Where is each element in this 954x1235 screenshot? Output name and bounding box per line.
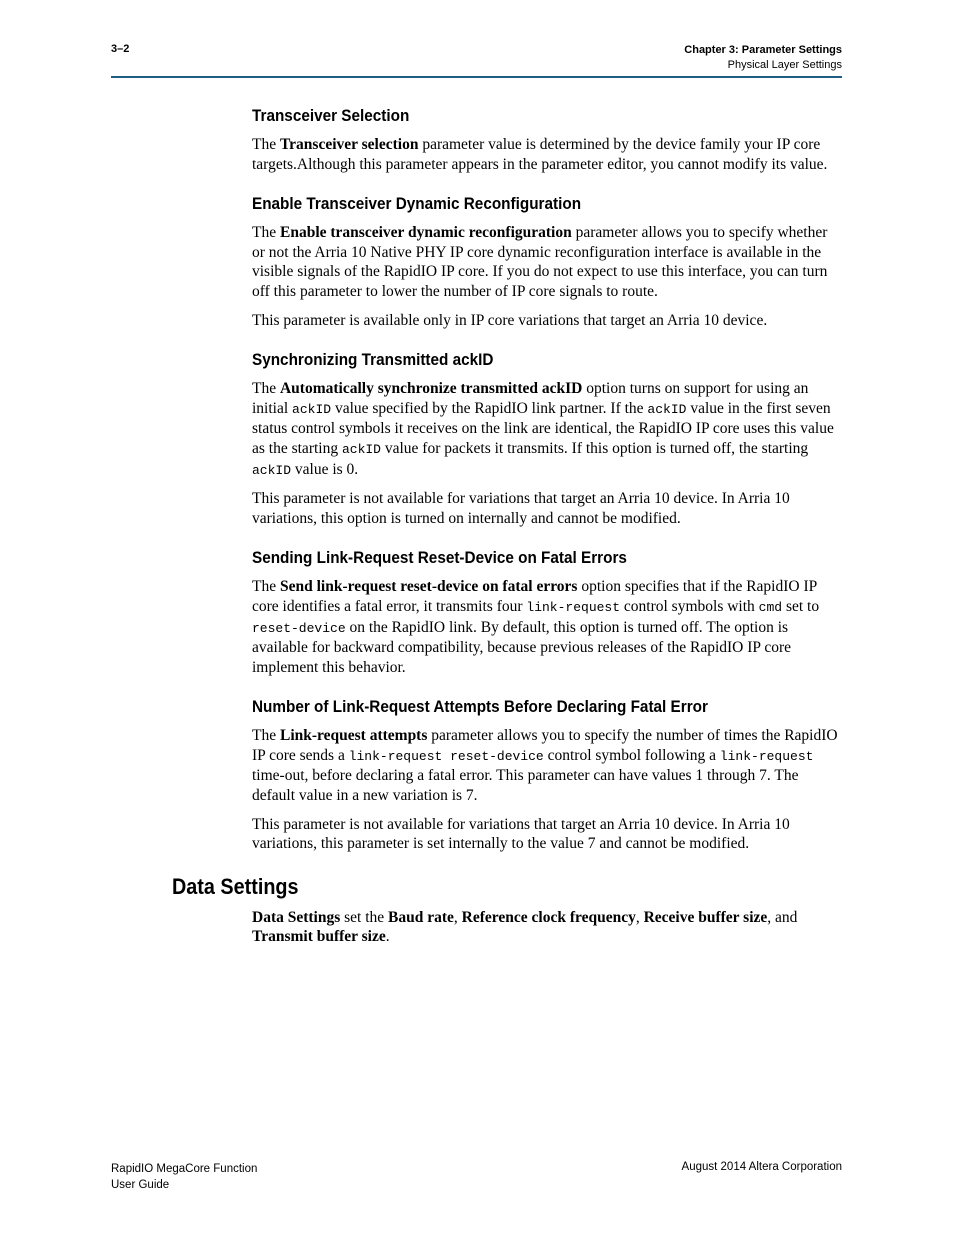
footer-product xyxy=(111,1161,257,1193)
bold-term: Transmit buffer size xyxy=(252,928,386,946)
heading-link-request-attempts: Number of Link-Request Attempts Before Declaring Fatal Error xyxy=(252,697,708,717)
paragraph xyxy=(252,379,842,480)
section-dynamic-reconfiguration xyxy=(252,194,842,330)
section-data-settings xyxy=(172,873,842,947)
text-run: This parameter is not available for variations that target an Arria 10 device. In Arria 10 variations, this parameter is set internally to the value 7 and cannot be modified. xyxy=(252,815,790,853)
text-run: This parameter is available only in IP core variations that target an Arria 10 device. xyxy=(252,311,768,329)
text-run: on the RapidIO link. By default, this option is turned off. The option is available for backward compatibility, because previous releases of the RapidIO IP core implement this behavior. xyxy=(252,618,791,676)
text-run: parameter allows you to specify whether or not the Arria 10 Native PHY IP core dynamic reconfiguration interface is available in the visible signals of the RapidIO IP core. If you do not expect to use this interface, you can turn off this parameter to lower the number of IP core signals to route. xyxy=(252,224,828,300)
footer-doc-type: User Guide xyxy=(111,1179,170,1191)
text-run: value specified by the RapidIO link partner. If the xyxy=(331,399,648,417)
bold-term: Receive buffer size xyxy=(643,908,768,926)
code-term: cmd xyxy=(758,599,783,615)
text-run: time-out, before declaring a fatal error. This parameter can have values 1 through 7. The default value in a new variation is 7. xyxy=(252,767,799,805)
section-title: Physical Layer Settings xyxy=(727,59,842,71)
section-transceiver-selection xyxy=(252,106,842,174)
heading-transceiver-selection: Transceiver Selection xyxy=(252,106,410,125)
code-term: ackID xyxy=(341,441,381,457)
text-run: The xyxy=(252,136,280,153)
text-run: value for packets it transmits. If this option is turned off, the starting xyxy=(380,439,809,457)
text-run: The xyxy=(252,224,280,242)
section-link-request-attempts xyxy=(252,697,842,854)
code-term: link-request xyxy=(719,748,814,764)
text-run: . xyxy=(385,928,390,946)
header-rule xyxy=(111,76,842,78)
paragraph xyxy=(252,815,842,854)
text-run: , xyxy=(635,908,644,926)
text-run: value is 0. xyxy=(291,460,359,478)
section-link-request-reset xyxy=(252,548,842,677)
bold-term: Reference clock frequency xyxy=(461,908,636,926)
text-run: The xyxy=(252,727,280,745)
chapter-title: Chapter 3: Parameter Settings xyxy=(684,44,842,56)
footer-date-company: August 2014 Altera Corporation xyxy=(681,1161,842,1173)
code-term: ackID xyxy=(252,462,292,478)
page-number: 3–2 xyxy=(111,43,130,55)
page-body xyxy=(172,106,842,967)
code-term: ackID xyxy=(647,401,687,417)
code-term: ackID xyxy=(292,401,332,417)
text-run: parameter allows you to specify the number of times the RapidIO IP core sends a xyxy=(252,727,838,764)
code-term: link-request reset-device xyxy=(348,748,544,764)
bold-term: Baud rate xyxy=(388,908,454,926)
text-run: control symbols with xyxy=(620,597,759,615)
paragraph xyxy=(252,726,842,805)
text-run: , and xyxy=(767,908,798,926)
running-header xyxy=(684,43,842,73)
text-run: set the xyxy=(340,908,389,926)
paragraph xyxy=(252,223,842,301)
text-run: option specifies that if the RapidIO IP core identifies a fatal error, it transmits four xyxy=(252,578,817,615)
bold-term: Data Settings xyxy=(252,908,341,926)
text-run: The xyxy=(252,380,280,398)
heading-synchronizing-ackid: Synchronizing Transmitted ackID xyxy=(252,350,494,370)
text-run: This parameter is not available for variations that target an Arria 10 device. In Arria 10 variations, this option is turned on internally and cannot be modified. xyxy=(252,490,790,527)
paragraph xyxy=(252,908,842,947)
heading-dynamic-reconfiguration: Enable Transceiver Dynamic Reconfiguration xyxy=(252,194,582,214)
bold-term: Enable transceiver dynamic reconfiguration xyxy=(279,224,572,242)
code-term: reset-device xyxy=(252,620,346,636)
bold-term: Send link-request reset-device on fatal errors xyxy=(279,578,578,596)
text-run: set to xyxy=(782,597,820,615)
text-run: parameter value is determined by the device family your IP core targets.Although this parameter appears in the parameter editor, you cannot modify its value. xyxy=(252,136,828,173)
text-run: value in the first seven status control symbols it receives on the link are identical, the RapidIO IP core uses this value as the starting xyxy=(252,399,834,457)
bold-term: Automatically synchronize transmitted ackID xyxy=(279,380,583,398)
footer-product-name: RapidIO MegaCore Function xyxy=(111,1163,258,1175)
text-run: option turns on support for using an initial xyxy=(252,380,809,417)
bold-term: Link-request attempts xyxy=(279,727,428,745)
heading-link-request-reset: Sending Link-Request Reset-Device on Fatal Errors xyxy=(252,548,627,568)
paragraph xyxy=(252,577,842,677)
heading-data-settings: Data Settings xyxy=(172,873,299,899)
paragraph xyxy=(252,135,842,174)
paragraph xyxy=(252,311,842,331)
paragraph xyxy=(252,489,842,528)
text-run: The xyxy=(252,578,280,596)
text-run: control symbol following a xyxy=(543,746,720,764)
bold-term: Transceiver selection xyxy=(279,136,419,153)
section-synchronizing-ackid xyxy=(252,350,842,528)
text-run: , xyxy=(453,908,462,926)
code-term: link-request xyxy=(526,599,621,615)
